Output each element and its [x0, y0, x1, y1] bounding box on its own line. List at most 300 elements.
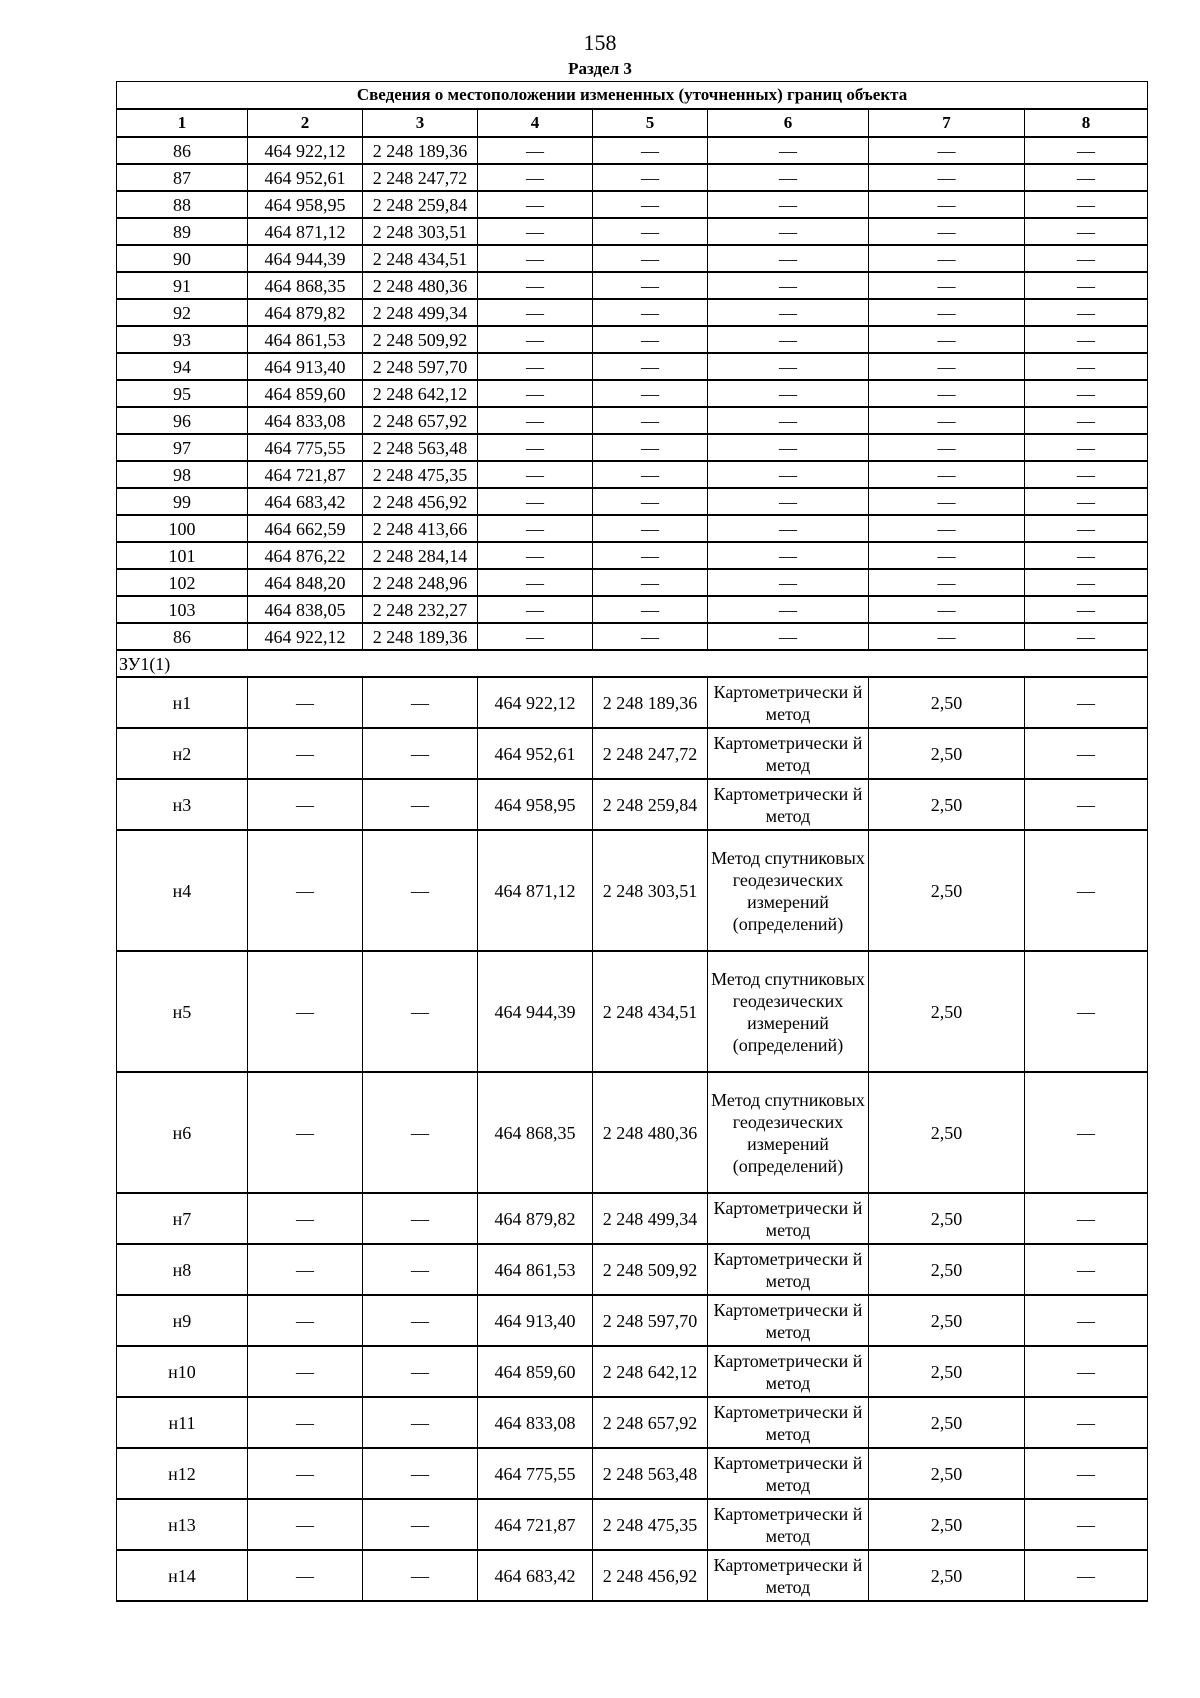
table-cell: — [248, 1550, 363, 1601]
table-cell: 464 775,55 [478, 1448, 593, 1499]
method-cell: Картометрическ⁠и й метод [708, 1499, 869, 1550]
table-cell: 2,50 [869, 830, 1025, 951]
table-cell: — [593, 164, 708, 191]
table-cell: 2,50 [869, 728, 1025, 779]
table-cell: 2 248 499,34 [363, 299, 478, 326]
table-cell: — [869, 353, 1025, 380]
table-cell: 102 [117, 569, 248, 596]
table-cell: — [869, 407, 1025, 434]
table-cell: — [478, 380, 593, 407]
method-cell: Картометрическ⁠и й метод [708, 1295, 869, 1346]
table-cell: 464 879,82 [248, 299, 363, 326]
table-cell: — [708, 299, 869, 326]
table-cell: 2,50 [869, 1295, 1025, 1346]
table-cell: 2 248 434,51 [593, 951, 708, 1072]
table-cell: — [708, 137, 869, 164]
table-cell: 464 922,12 [478, 677, 593, 728]
table-cell: 464 848,20 [248, 569, 363, 596]
method-cell: Картометрическ⁠и й метод [708, 1448, 869, 1499]
table-cell: — [708, 623, 869, 650]
table-cell: — [1025, 272, 1148, 299]
table-cell: — [708, 542, 869, 569]
table-cell: 88 [117, 191, 248, 218]
table-cell: 2 248 259,84 [363, 191, 478, 218]
table-cell: — [593, 623, 708, 650]
table-row [117, 272, 1148, 299]
table-cell: н5 [117, 951, 248, 1072]
table-cell: — [1025, 191, 1148, 218]
table-cell: 2 248 456,92 [363, 488, 478, 515]
table-cell: 2,50 [869, 1193, 1025, 1244]
table-cell: н4 [117, 830, 248, 951]
table-cell: — [1025, 137, 1148, 164]
table-cell: — [1025, 326, 1148, 353]
table-cell: — [593, 272, 708, 299]
table-cell: — [1025, 728, 1148, 779]
table-row [117, 218, 1148, 245]
table-cell: 464 683,42 [478, 1550, 593, 1601]
table-cell: — [869, 569, 1025, 596]
table-row [117, 488, 1148, 515]
table-cell: 103 [117, 596, 248, 623]
table-cell: 464 859,60 [478, 1346, 593, 1397]
table-cell: — [1025, 596, 1148, 623]
table-cell: — [248, 728, 363, 779]
column-number-cell: 2 [248, 109, 363, 137]
table-cell: — [869, 218, 1025, 245]
column-number-cell: 7 [869, 109, 1025, 137]
table-cell: — [1025, 488, 1148, 515]
table-row [117, 1397, 1148, 1448]
table-cell: 2,50 [869, 677, 1025, 728]
table-cell: — [1025, 1397, 1148, 1448]
table-cell: — [708, 515, 869, 542]
table-row [117, 542, 1148, 569]
table-row [117, 569, 1148, 596]
table-cell: — [363, 951, 478, 1072]
table-cell: — [593, 596, 708, 623]
table-cell: н2 [117, 728, 248, 779]
table-cell: — [1025, 779, 1148, 830]
table-cell: 2 248 303,51 [593, 830, 708, 951]
table-cell: 2 248 247,72 [363, 164, 478, 191]
table-cell: 101 [117, 542, 248, 569]
table-cell: — [1025, 380, 1148, 407]
table-cell: 2 248 434,51 [363, 245, 478, 272]
table-cell: — [708, 407, 869, 434]
table-row [117, 1499, 1148, 1550]
table-cell: н7 [117, 1193, 248, 1244]
table-cell: 464 871,12 [248, 218, 363, 245]
table-row [117, 1193, 1148, 1244]
table-cell: н6 [117, 1072, 248, 1193]
table-cell: — [869, 299, 1025, 326]
table-cell: — [1025, 515, 1148, 542]
table-cell: — [1025, 623, 1148, 650]
table-cell: — [363, 1397, 478, 1448]
table-cell: — [869, 542, 1025, 569]
table-cell: 97 [117, 434, 248, 461]
table-cell: — [869, 137, 1025, 164]
table-row [117, 951, 1148, 1072]
table-cell: — [869, 461, 1025, 488]
table-cell: 464 833,08 [248, 407, 363, 434]
table-cell: 2 248 232,27 [363, 596, 478, 623]
table-cell: 2 248 248,96 [363, 569, 478, 596]
table-cell: — [363, 1448, 478, 1499]
table-cell: — [1025, 1244, 1148, 1295]
method-cell: Картометрическ⁠и й метод [708, 1193, 869, 1244]
column-number-cell: 3 [363, 109, 478, 137]
table-cell: н14 [117, 1550, 248, 1601]
table-cell: 91 [117, 272, 248, 299]
table-cell: — [1025, 1499, 1148, 1550]
page-number: 158 [583, 30, 617, 55]
table-cell: 96 [117, 407, 248, 434]
table-cell: — [1025, 1346, 1148, 1397]
table-cell: 2 248 247,72 [593, 728, 708, 779]
table-caption-row [117, 82, 1148, 110]
table-cell: — [869, 623, 1025, 650]
table-cell: — [708, 326, 869, 353]
table-cell: 2 248 303,51 [363, 218, 478, 245]
table-cell: 464 944,39 [478, 951, 593, 1072]
table-row [117, 1072, 1148, 1193]
table-cell: 2 248 657,92 [593, 1397, 708, 1448]
table-cell: 464 913,40 [248, 353, 363, 380]
table-cell: 2,50 [869, 1397, 1025, 1448]
table-cell: 2 248 413,66 [363, 515, 478, 542]
table-row [117, 596, 1148, 623]
table-cell: 464 721,87 [478, 1499, 593, 1550]
table-cell: — [1025, 542, 1148, 569]
table-cell: — [593, 299, 708, 326]
table-cell: — [1025, 1295, 1148, 1346]
table-cell: — [1025, 1550, 1148, 1601]
table-cell: 464 683,42 [248, 488, 363, 515]
table-cell: 2,50 [869, 1499, 1025, 1550]
table-cell: — [363, 677, 478, 728]
table-cell: 464 879,82 [478, 1193, 593, 1244]
table-cell: — [363, 1072, 478, 1193]
table-cell: 2 248 563,48 [363, 434, 478, 461]
table-cell: 2 248 189,36 [363, 623, 478, 650]
table-cell: — [593, 569, 708, 596]
table-cell: — [478, 245, 593, 272]
table-cell: н13 [117, 1499, 248, 1550]
table-cell: — [478, 569, 593, 596]
table-cell: 464 859,60 [248, 380, 363, 407]
column-number-cell: 8 [1025, 109, 1148, 137]
plot-label: ЗУ1(1) [117, 650, 1148, 677]
table-row [117, 326, 1148, 353]
table-cell: — [869, 380, 1025, 407]
method-cell: Метод спутниковых геодезических измерений (определений) [708, 830, 869, 951]
method-cell: Картометрическ⁠и й метод [708, 1346, 869, 1397]
table-cell: 2 248 509,92 [363, 326, 478, 353]
table-cell: 2 248 642,12 [363, 380, 478, 407]
table-row [117, 407, 1148, 434]
table-cell: — [1025, 951, 1148, 1072]
table-row [117, 137, 1148, 164]
table-cell: — [478, 596, 593, 623]
table-row [117, 1295, 1148, 1346]
table-cell: — [708, 191, 869, 218]
table-row [117, 1346, 1148, 1397]
table-cell: 2 248 475,35 [593, 1499, 708, 1550]
table-cell: — [248, 779, 363, 830]
method-cell: Картометрическ⁠и й метод [708, 779, 869, 830]
table-cell: — [593, 380, 708, 407]
table-cell: 2 248 563,48 [593, 1448, 708, 1499]
table-cell: — [1025, 569, 1148, 596]
table-row [117, 245, 1148, 272]
method-cell: Картометрическ⁠и й метод [708, 728, 869, 779]
table-cell: — [248, 1346, 363, 1397]
boundary-table [116, 81, 1148, 1602]
table-row [117, 164, 1148, 191]
table-row [117, 353, 1148, 380]
table-cell: — [593, 461, 708, 488]
table-cell: — [708, 245, 869, 272]
table-row [117, 380, 1148, 407]
table-cell: 464 868,35 [478, 1072, 593, 1193]
table-cell: — [478, 461, 593, 488]
table-cell: — [869, 515, 1025, 542]
table-cell: — [1025, 353, 1148, 380]
table-cell: — [248, 951, 363, 1072]
table-cell: — [363, 728, 478, 779]
table-cell: — [593, 542, 708, 569]
table-cell: — [708, 218, 869, 245]
table-row [117, 1244, 1148, 1295]
table-row [117, 461, 1148, 488]
table-cell: 2,50 [869, 1346, 1025, 1397]
table-cell: 464 871,12 [478, 830, 593, 951]
table-cell: — [478, 164, 593, 191]
table-cell: 93 [117, 326, 248, 353]
table-cell: 464 868,35 [248, 272, 363, 299]
table-cell: 464 922,12 [248, 623, 363, 650]
method-cell: Картометрическ⁠и й метод [708, 677, 869, 728]
table-cell: — [478, 272, 593, 299]
table-cell: 2 248 259,84 [593, 779, 708, 830]
table-cell: 2,50 [869, 1072, 1025, 1193]
table-cell: — [1025, 461, 1148, 488]
table-cell: — [708, 380, 869, 407]
table-cell: — [478, 542, 593, 569]
table-cell: — [1025, 164, 1148, 191]
table-cell: — [248, 677, 363, 728]
table-cell: н10 [117, 1346, 248, 1397]
table-cell: 464 958,95 [248, 191, 363, 218]
table-cell: — [708, 434, 869, 461]
table-cell: 2 248 284,14 [363, 542, 478, 569]
table-cell: н3 [117, 779, 248, 830]
column-number-cell: 5 [593, 109, 708, 137]
table-cell: — [1025, 407, 1148, 434]
table-cell: н12 [117, 1448, 248, 1499]
table-cell: 2 248 597,70 [363, 353, 478, 380]
table-cell: 464 944,39 [248, 245, 363, 272]
table-cell: 2,50 [869, 779, 1025, 830]
table-cell: 464 775,55 [248, 434, 363, 461]
table-cell: 2 248 499,34 [593, 1193, 708, 1244]
table-cell: 87 [117, 164, 248, 191]
table-cell: — [869, 596, 1025, 623]
table-row [117, 434, 1148, 461]
table-cell: 2,50 [869, 1550, 1025, 1601]
table-cell: — [478, 488, 593, 515]
method-cell: Картометрическ⁠и й метод [708, 1550, 869, 1601]
table-cell: — [248, 1499, 363, 1550]
table-cell: — [869, 272, 1025, 299]
table-cell: 2,50 [869, 1448, 1025, 1499]
table-cell: 2,50 [869, 1244, 1025, 1295]
table-cell: — [363, 1244, 478, 1295]
table-cell: — [1025, 1193, 1148, 1244]
table-cell: — [478, 299, 593, 326]
method-cell: Метод спутниковых геодезических измерений (определений) [708, 1072, 869, 1193]
table-cell: — [1025, 1072, 1148, 1193]
table-cell: — [869, 191, 1025, 218]
table-cell: — [869, 488, 1025, 515]
table-row [117, 623, 1148, 650]
table-cell: 464 833,08 [478, 1397, 593, 1448]
table-row [117, 830, 1148, 951]
column-number-cell: 4 [478, 109, 593, 137]
table-cell: — [478, 137, 593, 164]
method-cell: Картометрическ⁠и й метод [708, 1244, 869, 1295]
table-cell: 95 [117, 380, 248, 407]
table-body [117, 82, 1148, 1602]
table-cell: 89 [117, 218, 248, 245]
table-cell: — [593, 245, 708, 272]
table-cell: н9 [117, 1295, 248, 1346]
table-cell: 86 [117, 137, 248, 164]
table-cell: 100 [117, 515, 248, 542]
table-cell: — [1025, 245, 1148, 272]
table-cell: — [593, 434, 708, 461]
table-cell: — [248, 1072, 363, 1193]
table-cell: 2 248 189,36 [363, 137, 478, 164]
table-cell: — [708, 488, 869, 515]
column-number-row [117, 109, 1148, 137]
table-cell: 2 248 642,12 [593, 1346, 708, 1397]
column-number-cell: 1 [117, 109, 248, 137]
table-caption: Сведения о местоположении измененных (уточненных) границ объекта [117, 82, 1148, 110]
method-cell: Метод спутниковых геодезических измерений (определений) [708, 951, 869, 1072]
table-cell: — [869, 245, 1025, 272]
table-cell: 2 248 189,36 [593, 677, 708, 728]
table-cell: — [248, 1244, 363, 1295]
column-number-cell: 6 [708, 109, 869, 137]
table-cell: н11 [117, 1397, 248, 1448]
table-row [117, 299, 1148, 326]
table-cell: — [593, 218, 708, 245]
table-cell: 2 248 456,92 [593, 1550, 708, 1601]
table-cell: — [593, 488, 708, 515]
table-cell: 99 [117, 488, 248, 515]
table-cell: 464 662,59 [248, 515, 363, 542]
table-cell: — [593, 353, 708, 380]
table-cell: 98 [117, 461, 248, 488]
table-row [117, 728, 1148, 779]
table-cell: — [363, 1295, 478, 1346]
table-cell: 2 248 657,92 [363, 407, 478, 434]
table-cell: — [869, 164, 1025, 191]
table-cell: — [1025, 677, 1148, 728]
table-cell: — [363, 1550, 478, 1601]
table-cell: — [1025, 218, 1148, 245]
table-row [117, 191, 1148, 218]
table-cell: — [708, 353, 869, 380]
table-cell: — [1025, 434, 1148, 461]
table-cell: — [478, 326, 593, 353]
table-cell: 2,50 [869, 951, 1025, 1072]
table-cell: — [478, 623, 593, 650]
table-cell: — [708, 272, 869, 299]
table-cell: 94 [117, 353, 248, 380]
table-cell: — [248, 1397, 363, 1448]
table-cell: — [478, 434, 593, 461]
table-cell: — [248, 1448, 363, 1499]
table-cell: 92 [117, 299, 248, 326]
table-row [117, 1448, 1148, 1499]
table-cell: — [478, 218, 593, 245]
table-row [117, 779, 1148, 830]
table-cell: — [363, 1193, 478, 1244]
table-cell: — [363, 830, 478, 951]
table-cell: — [248, 1193, 363, 1244]
table-cell: — [708, 569, 869, 596]
table-cell: — [593, 407, 708, 434]
table-cell: — [363, 1346, 478, 1397]
table-cell: — [869, 326, 1025, 353]
table-cell: — [708, 596, 869, 623]
table-cell: 464 922,12 [248, 137, 363, 164]
table-cell: 464 721,87 [248, 461, 363, 488]
section-title: Раздел 3 [568, 59, 632, 78]
table-cell: — [248, 830, 363, 951]
table-cell: — [478, 353, 593, 380]
table-cell: — [593, 326, 708, 353]
table-cell: 464 952,61 [478, 728, 593, 779]
table-cell: — [363, 1499, 478, 1550]
table-row [117, 1550, 1148, 1601]
table-cell: — [869, 434, 1025, 461]
table-cell: — [1025, 299, 1148, 326]
table-row [117, 515, 1148, 542]
table-cell: — [708, 461, 869, 488]
table-cell: — [478, 407, 593, 434]
table-cell: — [593, 137, 708, 164]
table-cell: 464 913,40 [478, 1295, 593, 1346]
table-cell: — [708, 164, 869, 191]
plot-label-row [117, 650, 1148, 677]
table-cell: — [593, 515, 708, 542]
table-cell: — [1025, 830, 1148, 951]
table-cell: — [478, 191, 593, 218]
table-cell: 86 [117, 623, 248, 650]
table-cell: 90 [117, 245, 248, 272]
table-cell: 2 248 475,35 [363, 461, 478, 488]
method-cell: Картометрическ⁠и й метод [708, 1397, 869, 1448]
table-cell: 464 838,05 [248, 596, 363, 623]
table-cell: 464 861,53 [478, 1244, 593, 1295]
table-cell: 464 861,53 [248, 326, 363, 353]
table-cell: н1 [117, 677, 248, 728]
